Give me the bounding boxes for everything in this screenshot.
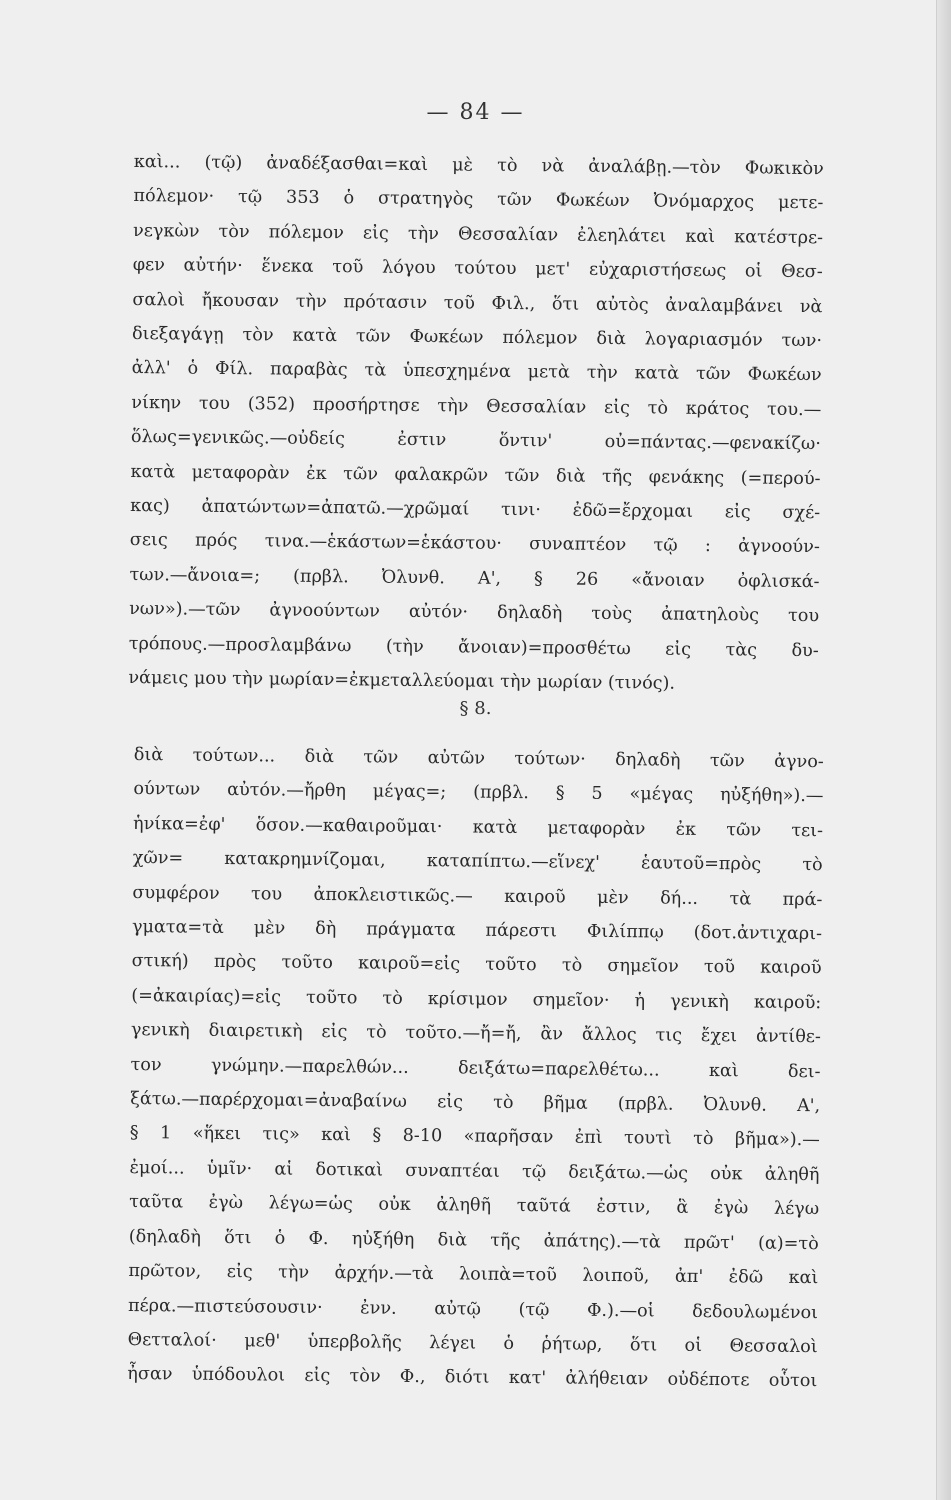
commentary-paragraph-1 — [128, 145, 824, 703]
section-heading: § 8. — [459, 698, 492, 719]
text-line: σαλοὶ ἤκουσαν τὴν πρότασιν τοῦ Φιλ., ὅτι αὐτὸς ἀναλαμβάνει νὰ — [132, 289, 823, 317]
text-line: σεις πρός τινα.—ἑκάστων=ἑκάστου· συναπτέον τῷ : ἀγνοούν- — [129, 530, 820, 558]
text-line: (δηλαδὴ ὅτι ὁ Φ. ηὐξήθη διὰ τῆς ἀπάτης).—τὰ πρῶτ' (α)=τὸ — [128, 1226, 819, 1254]
text-line: συμφέρον του ἀποκλειστικῶς.— καιροῦ μὲν δή... τὰ πρά- — [132, 882, 823, 910]
text-line: γματα=τὰ μὲν δὴ πράγματα πάρεστι Φιλίππῳ (δοτ.ἀντιχαρι- — [131, 917, 823, 945]
text-line: ἦσαν ὑπόδουλοι εἰς τὸν Φ., διότι κατ' ἀλήθειαν οὐδέποτε οὗτοι — [127, 1364, 818, 1392]
text-line: ούντων αὐτόν.—ἤρθη μέγας=; (πρβλ. § 5 «μέγας ηὐξήθη»).— — [133, 779, 824, 807]
text-line: Θετταλοί· μεθ' ὑπερβολῆς λέγει ὁ ῥήτωρ, ὅτι οἱ Θεσσαλοὶ — [127, 1329, 818, 1358]
text-line: φεν αὐτήν· ἕνεκα τοῦ λόγου τούτου μετ' εὐχαριστήσεως οἱ Θεσ- — [132, 255, 823, 283]
text-line: ὅλως=γενικῶς.—οὐδείς ἐστιν ὅντιν' οὐ=πάντας.—φενακίζω· — [130, 427, 822, 455]
text-line: νάμεις μου τὴν μωρίαν=ἐκμεταλλεύομαι τὴν μωρίαν (τινός). — [128, 668, 676, 694]
text-line: στική) πρὸς τοῦτο καιροῦ=εἰς τοῦτο τὸ σημεῖον τοῦ καιροῦ — [131, 951, 822, 979]
text-line: (=ἀκαιρίας)=εἰς τοῦτο τὸ κρίσιμον σημεῖον· ἡ γενικὴ καιροῦ: — [131, 985, 822, 1014]
text-line: των.—ἄνοια=; (πρβλ. Ὀλυνθ. Α', § 26 «ἄνοιαν ὀφλισκά- — [129, 564, 820, 593]
text-line: § 1 «ἥκει τις» καὶ § 8-10 «παρῆσαν ἐπὶ τουτὶ τὸ βῆμα»).— — [129, 1123, 820, 1151]
text-line: κας) ἀπατώντων=ἀπατῶ.—χρῶμαί τινι· ἐδῶ=ἔρχομαι εἰς σχέ- — [130, 496, 821, 524]
text-line: ἀλλ' ὁ Φίλ. παραβὰς τὰ ὑπεσχημένα μετὰ τὴν κατὰ τῶν Φωκέων — [131, 358, 822, 386]
page-number: — 84 — — [426, 100, 525, 125]
text-line: πρῶτον, εἰς τὴν ἀρχήν.—τὰ λοιπὰ=τοῦ λοιποῦ, ἀπ' ἐδῶ καὶ — [128, 1261, 819, 1289]
text-line: ἡνίκα=ἐφ' ὅσον.—καθαιροῦμαι· κατὰ μεταφορὰν ἐκ τῶν τει- — [132, 813, 824, 842]
text-line: πέρα.—πιστεύσουσιν· ἐνν. αὐτῷ (τῷ Φ.).—οἱ δεδουλωμένοι — [127, 1295, 819, 1323]
text-line: νων»).—τῶν ἀγνοούντων αὐτόν· δηλαδὴ τοὺς ἀπατηλοὺς του — [129, 599, 820, 627]
text-line: ταῦτα ἐγὼ λέγω=ὡς οὐκ ἀληθῆ ταῦτά ἐστιν, ἃ ἐγὼ λέγω — [129, 1192, 820, 1220]
text-line: διὰ τούτων... διὰ τῶν αὐτῶν τούτων· δηλαδὴ τῶν ἀγνο- — [133, 744, 824, 773]
text-line: χῶν= κατακρημνίζομαι, καταπίπτω.—εἵνεχ' ἑαυτοῦ=πρὸς τὸ — [132, 848, 823, 876]
text-line: νεγκὼν τὸν πόλεμον εἰς τὴν Θεσσαλίαν ἐλεηλάτει καὶ κατέστρε- — [132, 220, 824, 249]
text-line: γενικὴ διαιρετικὴ εἰς τὸ τοῦτο.—ἤ=ἤ, ἂν ἄλλος τις ἔχει ἀντίθε- — [130, 1020, 822, 1048]
commentary-paragraph-2 — [127, 738, 824, 1399]
text-line: τρόπους.—προσλαμβάνω (τὴν ἄνοιαν)=προσθέτω εἰς τὰς δυ- — [128, 633, 819, 661]
text-line: καὶ... (τῷ) ἀναδέξασθαι=καὶ μὲ τὸ νὰ ἀναλάβῃ.—τὸν Φωκικὸν — [133, 151, 824, 180]
text-line: διεξαγάγῃ τὸν κατὰ τῶν Φωκέων πόλεμον διὰ λογαριασμόν των· — [131, 324, 823, 352]
text-line: τον γνώμην.—παρελθών... δειξάτω=παρελθέτω... καὶ δει- — [130, 1054, 821, 1082]
text-line: πόλεμον· τῷ 353 ὁ στρατηγὸς τῶν Φωκέων Ὀνόμαρχος μετε- — [133, 186, 824, 214]
text-line: ἐμοί... ὑμῖν· αἱ δοτικαὶ συναπτέαι τῷ δειξάτω.—ὡς οὐκ ἀληθῆ — [129, 1157, 820, 1186]
text-line: νίκην του (352) προσήρτησε τὴν Θεσσαλίαν εἰς τὸ κράτος του.— — [131, 392, 822, 421]
text-line: κατὰ μεταφορὰν ἐκ τῶν φαλακρῶν τῶν διὰ τῆς φενάκης (=περού- — [130, 461, 821, 489]
page-edge — [936, 0, 951, 1500]
text-line: ξάτω.—παρέρχομαι=ἀναβαίνω εἰς τὸ βῆμα (πρβλ. Ὀλυνθ. Α', — [130, 1089, 821, 1117]
